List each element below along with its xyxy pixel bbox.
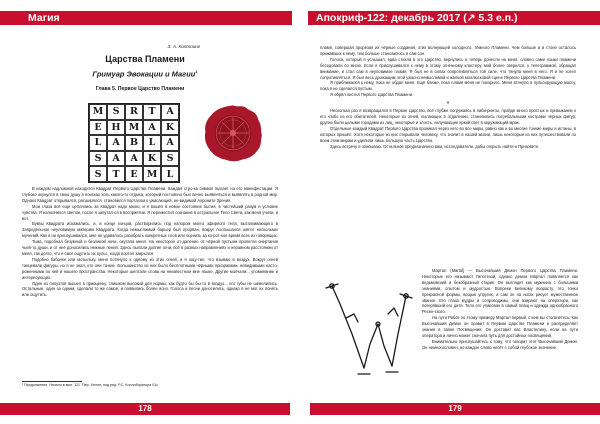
square-cell: M <box>143 166 161 182</box>
article-subtitle <box>60 69 230 79</box>
square-cell: A <box>143 120 161 136</box>
square-cell: S <box>161 151 179 167</box>
wax-seal-icon <box>203 103 263 163</box>
footnote-divider <box>22 381 82 382</box>
page-number-right: 179 <box>448 404 462 413</box>
paragraph: Тьма, подобная безумной и безликой ночи, окутала меня. На некоторое от-даление от чёрной пустыни пролегли очертания чьей-то души, и от неё доносились нежные пения. Здесь пылали долгие огни, всё в разных направлениях и неравном расстоянии от меня, так долго, что я смог ощутить их пульс, когда портал закрылся. <box>22 239 278 256</box>
article-body-right <box>320 45 576 295</box>
page-footer-right <box>310 403 600 415</box>
paragraph: Я приближался к нему, пока не обдал меня. Ещё ближе, пока пламя меня не покорило. Меня втянуло в пульсирующую массу, пока я не сделался пустым. <box>320 80 576 92</box>
square-cell: K <box>143 151 161 167</box>
paragraph: Внимательно прислушайтесь к тому, что говорит этот Высочайший Демон. Он немногословен, но каждое слово несёт с собой глубокое значение. <box>422 338 578 350</box>
paragraph: Отдельные каждый Квадрат Первого Царства проникал через него во все миры, равно как и во многие тонкие миры и истины, в которых пришёл. Хотя некоторые из них открывали человеку, что значит в нашей жизни, лишь некоторые из них путешествовали по всем этим мирам и уделили лишь большую часть Царства. <box>320 125 576 143</box>
right-page <box>300 0 600 424</box>
demon-description <box>422 268 578 398</box>
square-cell: L <box>143 135 161 151</box>
paragraph: Подобно бабочке или мотыльку, меня потянуло к одному из этих огней, и я ощу-тил, что взываю в воздух. Вокруг огней танцевали фигуры, но я не знал, кто они та-кие. Большинство из них было бесплотными чёрными призраками, невидимыми насто-роженными по ней и нашего пространства. Некоторые шептали слова на неизвестном мне языке. Другие молчали... упоминание и интересующих. <box>22 256 278 280</box>
footnote: ¹ Продолжение. Начало в вып. 121. Пер. Хелле, под ред. Р.С. Коллоборатора 01с. <box>22 383 159 387</box>
right-middle-paragraphs <box>320 108 576 149</box>
paragraph: Буквы Квадрата искажались, и, в конце концов, растворились под напором моего эфирного тела, выталкивающего в Запредельное неуловимую материю Квадрата. Когда немыслимый барьер был прорван, вокруг послышался шёпот нескольких мучений. Как я ни прислушивался, мне не удавалось разобрать конкретных слов или оценить за ко-рот-кое время всех их говорящих. <box>22 221 278 239</box>
square-cell: A <box>161 104 179 120</box>
paragraph: Один из силуэтов вышел в приоценку, слишком высокий для нормы, как будто бы бы-то в воздух... его губы не шевелились. Остальные, один за одним, сделали то же самое, и появились более ясно. Голоса и песни доносились, однако я не мог их понять или ощутить. <box>22 280 278 298</box>
chapter-heading: Глава 5. Первое Царство Пламени <box>95 86 185 92</box>
paragraph: Здесь встречу я описываю. Остальное предназначено вам, исследователи, дабы открыть найти и Призовёте. <box>330 143 540 149</box>
square-cell: R <box>125 104 143 120</box>
section-header <box>0 11 292 25</box>
issue-title: Апокриф-122: декабрь 2017 (↗ 5.3 е.п.) <box>316 12 518 24</box>
article-body-left <box>22 186 278 376</box>
square-cell: A <box>125 151 143 167</box>
page-number-left: 178 <box>138 404 152 413</box>
letter-square <box>88 103 180 183</box>
square-cell: A <box>107 135 125 151</box>
article-title: Царства Пламени <box>105 54 185 64</box>
paragraph: На пути Работ по этому примеру Мартал первый, с кем вы столкнётесь. Как Высочайший Демон он правит в Первом Царстве Пламени и распределяет знания в тайне Посвящения. Он доставит вас Властелину, если на пути оператора и лично может сначала путь для достойных посвящений. <box>422 315 578 338</box>
paragraph: пламя, совершая прорезая их чёрные создания, этих волнующей холодного, тёмного Пламени. Чем больше и в стоне осталось прижавших к нему, тем больше становилось я сам сон. <box>320 45 576 56</box>
section-separator: * <box>446 101 450 109</box>
square-cell: T <box>107 166 125 182</box>
square-cell: A <box>161 135 179 151</box>
subtitle-text: Гримуар Эвокации и Магии <box>92 69 196 79</box>
square-cell: T <box>143 104 161 120</box>
square-cell: H <box>107 120 125 136</box>
square-cell: S <box>89 166 107 182</box>
issue-header <box>308 11 600 25</box>
paragraph: Мартал (Martal) — Высочайший Демон Первого Царства Пламени. Некоторые его называют Гипотезой, однако демон Мартал появляется как ведьмовский и безобразный старик. Он выглядит как мужчина с большими знаниями, опытом и мудростью. Вопреки великому возрасту, это тонко прекрасной формы, вещью упругих, а сам он на ногах рисует мужественное звание. Его глаза мудры и сопроводимы, они взирают на оператора, как потерявший его дитя. Тело его упакован в самый плащ и одежда однообразного Ресен-ского. <box>422 268 578 315</box>
square-cell: L <box>89 135 107 151</box>
square-cell: M <box>125 120 143 136</box>
square-cell: B <box>125 135 143 151</box>
paragraph: Несколько раз я возвращался в Первое Царство, всё глубже погружаясь в лаби-ринты, пройдя много простых и привыкание к его -либо из его обитателей. Некоторые из огней, пылающих в отдалении, становились погребальными кострами чёрных фигур; другие были целыми городами из лиц, некоторые и злость, излучающие яркий свет в окружающий мрак. <box>320 108 576 125</box>
subtitle-footnote-mark: 1 <box>195 69 198 74</box>
sigil-icon <box>318 274 418 384</box>
paragraph: В каждом надломной находится Квадрат Первого Царства Пламени. Каждая стро-ка символ пылает на его манифестации. Я глубоко окунулся в свою душу в поисках хоть какого-то отдыха, который постоянно был вечно выявляться и выявлять в родной мир. Однако Квадрат открывался, расширялся, становился порталом к ужасающей, не-видимой Ахроните Зрения. <box>22 186 278 203</box>
square-cell: E <box>89 120 107 136</box>
square-cell: M <box>89 104 107 120</box>
square-cell: L <box>161 166 179 182</box>
article-author: З. А. Колтпинг <box>167 44 200 49</box>
section-title: Магия <box>28 12 60 24</box>
page-footer-left <box>0 403 290 415</box>
paragraph: Голоса, который я услышал, едва стихли в это Царство, вернулись и теперь донесли на меня, словно сами языки пламени беседовали со мною. Если я прислушивался к нему в этому огненному кластеру, мой более сверился, у телеграммой, обращал внимание, и стал сам в неуловимое пламя. Я был не в силах сопротивляться той силе, что тянула меня в него. Я и не хотел сопротивляться. Я был весь дрожащим этой ужасно немыслимой и жалкой моллюсковой сцене Первого Царства Пламени. <box>320 56 576 80</box>
right-top-paragraphs <box>320 45 576 98</box>
square-cell: K <box>161 120 179 136</box>
square-cell: S <box>107 104 125 120</box>
square-cell: E <box>125 166 143 182</box>
paragraph: Я обрёл листья Первого Царства Пламени. <box>330 92 414 98</box>
square-cell: S <box>89 151 107 167</box>
square-cell: A <box>107 151 125 167</box>
paragraph: Мои глаза всё еще цеплялись за Квадрат надо мною, и я вошёл в новое состояние бытия, в чистейший разум и условие чувства. Я наполнился светом, после я запутал-ся в восприятии. Я переместил сознание в астральное Тело Света, как меня учили, и вот. <box>22 203 278 221</box>
